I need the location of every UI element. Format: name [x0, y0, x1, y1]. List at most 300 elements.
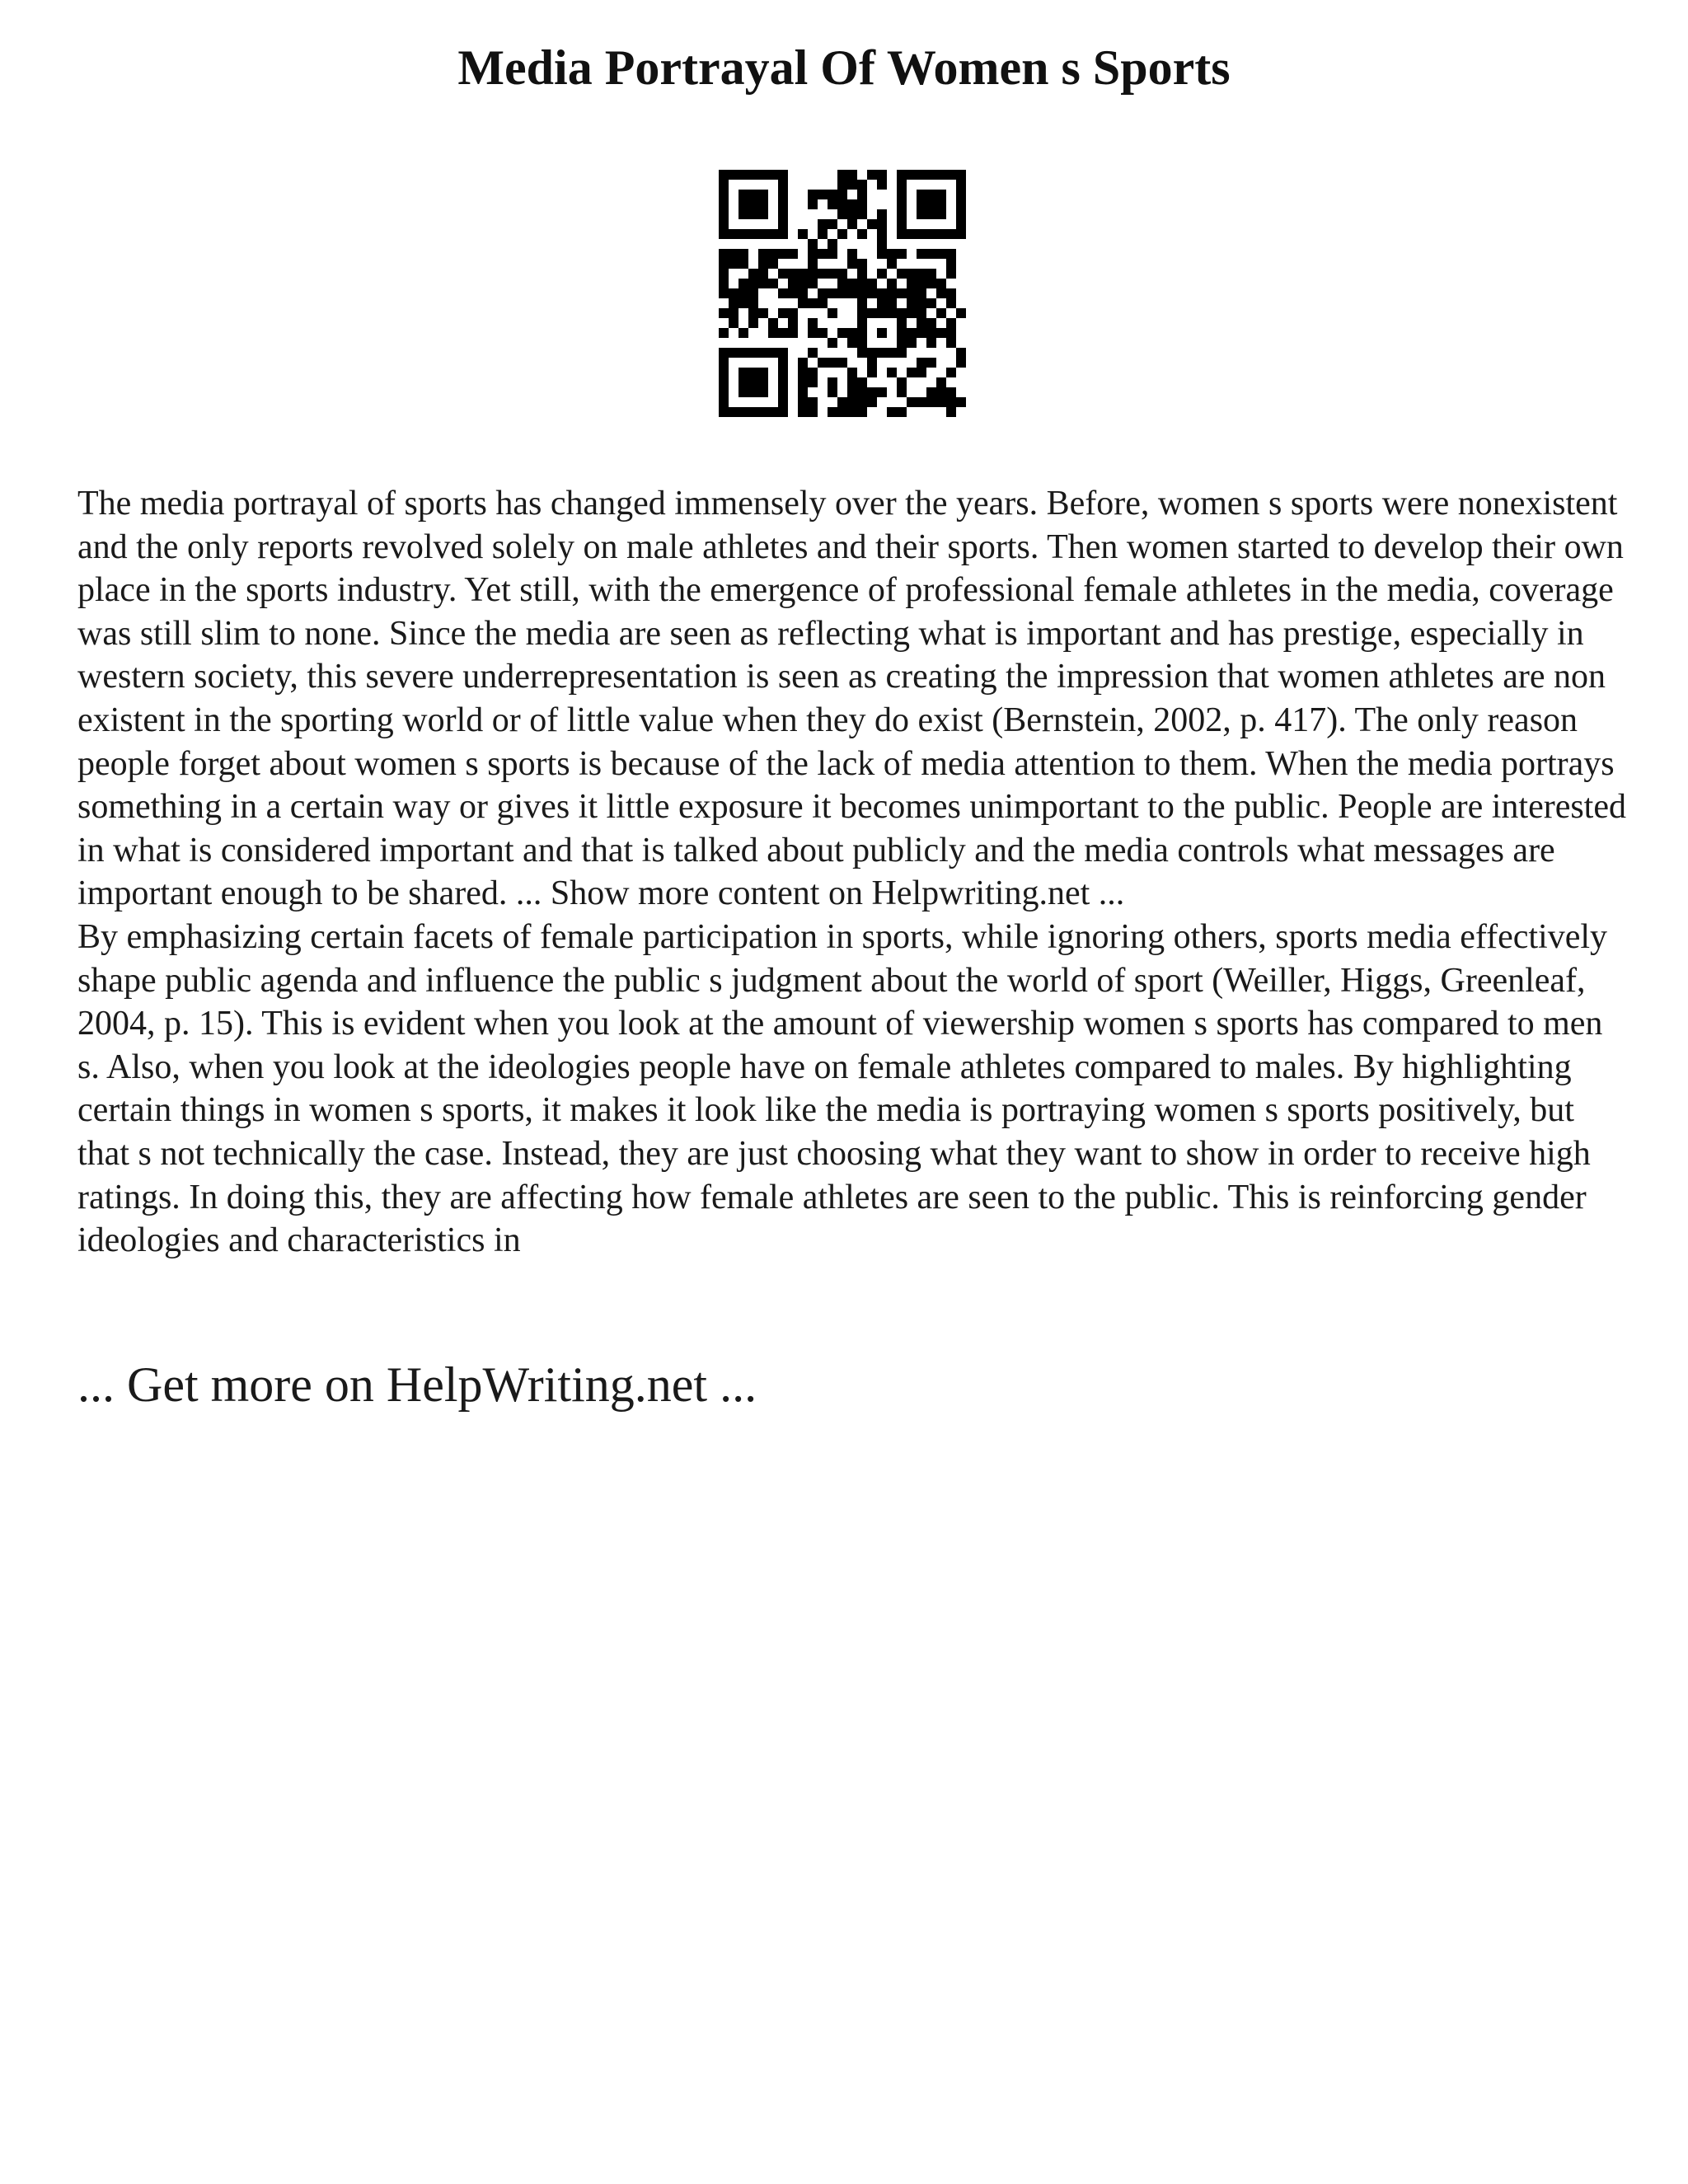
qr-module: [738, 348, 748, 358]
qr-module: [946, 338, 956, 348]
qr-module: [917, 199, 926, 209]
qr-module: [867, 279, 877, 288]
qr-module: [857, 298, 867, 308]
qr-module: [768, 348, 778, 358]
qr-module: [738, 209, 748, 219]
qr-module: [748, 269, 758, 279]
qr-module: [719, 328, 729, 338]
qr-module: [946, 387, 956, 397]
get-more-link[interactable]: ... Get more on HelpWriting.net ...: [77, 1357, 757, 1412]
qr-module: [748, 407, 758, 417]
qr-module: [837, 199, 847, 209]
qr-module: [808, 249, 818, 259]
qr-module: [758, 259, 768, 269]
qr-module: [847, 249, 857, 259]
qr-module: [907, 308, 917, 318]
qr-module: [758, 249, 768, 259]
qr-module: [917, 190, 926, 199]
qr-module: [847, 259, 857, 269]
qr-module: [837, 170, 847, 180]
qr-module: [847, 397, 857, 407]
qr-module: [956, 190, 966, 199]
qr-module: [897, 348, 907, 358]
qr-module: [946, 249, 956, 259]
qr-module: [956, 199, 966, 209]
qr-module: [917, 279, 926, 288]
qr-module: [788, 269, 798, 279]
qr-module: [926, 199, 936, 209]
qr-module: [778, 190, 788, 199]
qr-module: [778, 180, 788, 190]
qr-module: [857, 348, 867, 358]
qr-module: [956, 358, 966, 368]
qr-module: [768, 229, 778, 239]
qr-module: [719, 170, 729, 180]
qr-module: [917, 368, 926, 377]
qr-module: [738, 249, 748, 259]
qr-module: [907, 368, 917, 377]
qr-module: [798, 377, 808, 387]
qr-module: [926, 170, 936, 180]
qr-module: [828, 338, 837, 348]
qr-code-icon: [719, 170, 966, 417]
qr-module: [818, 249, 828, 259]
qr-module: [788, 328, 798, 338]
qr-module: [778, 219, 788, 229]
qr-module: [857, 377, 867, 387]
qr-module: [729, 229, 738, 239]
qr-module: [917, 170, 926, 180]
qr-module: [857, 180, 867, 190]
qr-module: [946, 397, 956, 407]
qr-module: [897, 209, 907, 219]
qr-module: [907, 288, 917, 298]
qr-module: [887, 407, 897, 417]
qr-module: [936, 397, 946, 407]
qr-module: [847, 387, 857, 397]
qr-module: [956, 397, 966, 407]
qr-module: [877, 249, 887, 259]
qr-module: [808, 269, 818, 279]
qr-module: [867, 308, 877, 318]
qr-module: [907, 229, 917, 239]
qr-module: [818, 328, 828, 338]
qr-module: [926, 318, 936, 328]
qr-module: [719, 219, 729, 229]
qr-module: [936, 288, 946, 298]
qr-module: [788, 288, 798, 298]
qr-module: [758, 407, 768, 417]
qr-module: [719, 358, 729, 368]
qr-module: [956, 170, 966, 180]
qr-module: [917, 328, 926, 338]
qr-module: [729, 288, 738, 298]
qr-module: [897, 318, 907, 328]
qr-module: [778, 249, 788, 259]
qr-module: [748, 288, 758, 298]
qr-module: [729, 298, 738, 308]
qr-module: [828, 288, 837, 298]
qr-module: [738, 199, 748, 209]
qr-module: [748, 279, 758, 288]
qr-module: [778, 387, 788, 397]
qr-module: [877, 170, 887, 180]
qr-module: [768, 259, 778, 269]
qr-module: [788, 279, 798, 288]
qr-module: [936, 249, 946, 259]
qr-module: [808, 407, 818, 417]
qr-module: [719, 288, 729, 298]
qr-module: [719, 397, 729, 407]
qr-module: [917, 308, 926, 318]
qr-module: [808, 368, 818, 377]
qr-module: [946, 170, 956, 180]
qr-module: [936, 279, 946, 288]
paragraph-1: The media portrayal of sports has changed immensely over the years. Before, women s sports were nonexistent and the only reports revolved solely on male athletes and their sports. Then women started to develop their own place in the sports industry. Yet still, with the emergence of professional female athletes in the media, coverage was still slim to none. Since the media are seen as reflecting what is important and has prestige, especially in western society, this severe underrepresentation is seen as creating the impression that women athletes are non existent in the sporting world or of little value when they do exist (Bernstein, 2002, p. 417). The only reason people forget about women s sports is because of the lack of media attention to them. When the media portrays something in a certain way or gives it little exposure it becomes unimportant to the public. People are interested in what is considered important and that is talked about publicly and the media controls what messages are important enough to be shared. ... Show more content on Helpwriting.net ...: [77, 485, 1626, 913]
qr-module: [877, 219, 887, 229]
qr-module: [907, 269, 917, 279]
qr-module: [867, 288, 877, 298]
qr-module: [887, 368, 897, 377]
qr-module: [729, 249, 738, 259]
qr-module: [738, 298, 748, 308]
qr-module: [828, 269, 837, 279]
qr-module: [758, 199, 768, 209]
qr-module: [798, 269, 808, 279]
qr-module: [758, 348, 768, 358]
qr-module: [729, 407, 738, 417]
qr-module: [907, 279, 917, 288]
qr-module: [847, 279, 857, 288]
qr-module: [897, 288, 907, 298]
qr-module: [758, 209, 768, 219]
qr-module: [926, 190, 936, 199]
qr-module: [897, 407, 907, 417]
qr-module: [818, 229, 828, 239]
qr-module: [748, 308, 758, 318]
qr-module: [758, 368, 768, 377]
qr-module: [907, 170, 917, 180]
qr-module: [897, 170, 907, 180]
qr-module: [748, 199, 758, 209]
qr-module: [778, 397, 788, 407]
qr-module: [857, 279, 867, 288]
qr-module: [857, 328, 867, 338]
qr-module: [936, 190, 946, 199]
qr-module: [778, 348, 788, 358]
qr-module: [837, 397, 847, 407]
qr-module: [788, 249, 798, 259]
qr-module: [758, 308, 768, 318]
qr-module: [808, 279, 818, 288]
qr-module: [936, 377, 946, 387]
qr-module: [798, 279, 808, 288]
qr-module: [808, 259, 818, 269]
qr-module: [729, 348, 738, 358]
qr-module: [887, 288, 897, 298]
qr-module: [877, 229, 887, 239]
qr-module: [837, 407, 847, 417]
qr-module: [857, 209, 867, 219]
qr-module: [828, 249, 837, 259]
qr-module: [798, 229, 808, 239]
qr-module: [818, 190, 828, 199]
qr-module: [798, 407, 808, 417]
qr-module: [946, 407, 956, 417]
qr-module: [818, 358, 828, 368]
qr-module: [778, 308, 788, 318]
qr-module: [828, 199, 837, 209]
qr-module: [738, 407, 748, 417]
qr-module: [798, 298, 808, 308]
qr-module: [788, 308, 798, 318]
qr-module: [897, 338, 907, 348]
qr-module: [758, 170, 768, 180]
qr-module: [946, 269, 956, 279]
qr-module: [897, 328, 907, 338]
qr-module: [857, 199, 867, 209]
qr-module: [778, 199, 788, 209]
qr-module: [926, 328, 936, 338]
qr-module: [837, 229, 847, 239]
qr-module: [946, 328, 956, 338]
qr-module: [738, 259, 748, 269]
qr-module: [917, 269, 926, 279]
qr-module: [798, 288, 808, 298]
qr-module: [719, 269, 729, 279]
qr-module: [847, 219, 857, 229]
qr-module: [818, 288, 828, 298]
qr-module: [748, 209, 758, 219]
qr-module: [778, 358, 788, 368]
qr-module: [748, 190, 758, 199]
qr-module: [897, 199, 907, 209]
qr-module: [719, 249, 729, 259]
qr-module: [748, 368, 758, 377]
qr-module: [897, 269, 907, 279]
qr-module: [719, 387, 729, 397]
qr-module: [719, 190, 729, 199]
qr-module: [956, 308, 966, 318]
qr-module: [719, 259, 729, 269]
qr-module: [808, 328, 818, 338]
qr-module: [917, 229, 926, 239]
qr-module: [798, 358, 808, 368]
qr-module: [778, 368, 788, 377]
qr-module: [956, 348, 966, 358]
qr-module: [877, 348, 887, 358]
qr-module: [758, 279, 768, 288]
qr-module: [857, 397, 867, 407]
qr-module: [837, 288, 847, 298]
qr-module: [857, 269, 867, 279]
qr-module: [847, 170, 857, 180]
qr-module: [738, 170, 748, 180]
qr-module: [897, 229, 907, 239]
qr-module: [828, 377, 837, 387]
qr-module: [867, 397, 877, 407]
qr-module: [719, 209, 729, 219]
qr-module: [748, 377, 758, 387]
qr-module: [877, 269, 887, 279]
qr-module: [808, 377, 818, 387]
qr-module: [729, 170, 738, 180]
qr-module: [758, 229, 768, 239]
qr-module: [857, 318, 867, 328]
qr-module: [847, 199, 857, 209]
qr-module: [828, 387, 837, 397]
qr-module: [828, 407, 837, 417]
qr-module: [946, 318, 956, 328]
qr-module: [847, 209, 857, 219]
qr-module: [758, 190, 768, 199]
qr-module: [847, 328, 857, 338]
qr-module: [719, 348, 729, 358]
qr-module: [758, 269, 768, 279]
qr-module: [738, 387, 748, 397]
qr-module: [788, 318, 798, 328]
qr-module: [847, 368, 857, 377]
qr-module: [719, 199, 729, 209]
qr-module: [857, 229, 867, 239]
qr-module: [897, 249, 907, 259]
qr-module: [926, 338, 936, 348]
qr-module: [798, 368, 808, 377]
qr-module: [926, 397, 936, 407]
qr-module: [917, 318, 926, 328]
qr-module: [719, 368, 729, 377]
qr-module: [917, 288, 926, 298]
qr-module: [778, 288, 788, 298]
qr-module: [926, 249, 936, 259]
qr-module: [778, 209, 788, 219]
qr-module: [877, 298, 887, 308]
qr-module: [897, 308, 907, 318]
qr-module: [946, 368, 956, 377]
qr-module: [778, 170, 788, 180]
qr-module: [867, 387, 877, 397]
qr-module: [887, 249, 897, 259]
qr-module: [778, 328, 788, 338]
qr-module: [926, 298, 936, 308]
qr-module: [897, 190, 907, 199]
qr-module: [956, 219, 966, 229]
qr-module: [926, 269, 936, 279]
qr-module: [907, 338, 917, 348]
qr-module: [867, 368, 877, 377]
qr-module: [748, 229, 758, 239]
qr-module: [857, 259, 867, 269]
qr-module: [748, 298, 758, 308]
qr-module: [768, 170, 778, 180]
qr-module: [837, 328, 847, 338]
qr-module: [877, 288, 887, 298]
qr-module: [897, 180, 907, 190]
qr-module: [719, 229, 729, 239]
qr-module: [877, 209, 887, 219]
qr-module: [897, 219, 907, 229]
qr-module: [867, 348, 877, 358]
qr-module: [768, 279, 778, 288]
qr-module: [936, 170, 946, 180]
qr-module: [798, 387, 808, 397]
qr-module: [828, 308, 837, 318]
qr-module: [887, 298, 897, 308]
qr-module: [748, 348, 758, 358]
qr-module: [719, 308, 729, 318]
qr-module: [936, 308, 946, 318]
qr-module: [926, 229, 936, 239]
qr-module: [719, 407, 729, 417]
qr-module: [956, 180, 966, 190]
qr-module: [828, 219, 837, 229]
qr-module: [808, 199, 818, 209]
qr-module: [897, 387, 907, 397]
qr-module: [808, 397, 818, 407]
qr-module: [926, 279, 936, 288]
qr-module: [847, 377, 857, 387]
qr-module: [877, 387, 887, 397]
qr-module: [877, 328, 887, 338]
qr-module: [907, 298, 917, 308]
qr-module: [748, 170, 758, 180]
qr-module: [917, 358, 926, 368]
qr-module: [719, 180, 729, 190]
qr-module: [808, 298, 818, 308]
qr-module: [837, 209, 847, 219]
qr-module: [926, 209, 936, 219]
qr-module: [748, 318, 758, 328]
qr-module: [867, 358, 877, 368]
article-body: [77, 482, 1627, 1263]
qr-module: [768, 249, 778, 259]
qr-module: [847, 338, 857, 348]
qr-module: [867, 170, 877, 180]
qr-module: [867, 219, 877, 229]
qr-module: [738, 279, 748, 288]
qr-module: [768, 407, 778, 417]
qr-module: [956, 229, 966, 239]
qr-module: [729, 259, 738, 269]
qr-module: [926, 358, 936, 368]
qr-module: [808, 239, 818, 249]
qr-module: [818, 269, 828, 279]
qr-module: [877, 239, 887, 249]
qr-module: [837, 279, 847, 288]
qr-module: [719, 279, 729, 288]
qr-module: [808, 348, 818, 358]
qr-module: [738, 368, 748, 377]
qr-module: [857, 308, 867, 318]
qr-module: [828, 190, 837, 199]
qr-module: [917, 397, 926, 407]
qr-module: [758, 387, 768, 397]
qr-module: [887, 348, 897, 358]
qr-module: [768, 318, 778, 328]
qr-module: [857, 190, 867, 199]
qr-module: [857, 407, 867, 417]
qr-module: [897, 377, 907, 387]
qr-module: [857, 288, 867, 298]
qr-module: [808, 318, 818, 328]
qr-module: [946, 298, 956, 308]
qr-module: [828, 358, 837, 368]
qr-module: [778, 407, 788, 417]
qr-module: [778, 269, 788, 279]
qr-module: [877, 180, 887, 190]
qr-module: [808, 190, 818, 199]
qr-module: [936, 209, 946, 219]
